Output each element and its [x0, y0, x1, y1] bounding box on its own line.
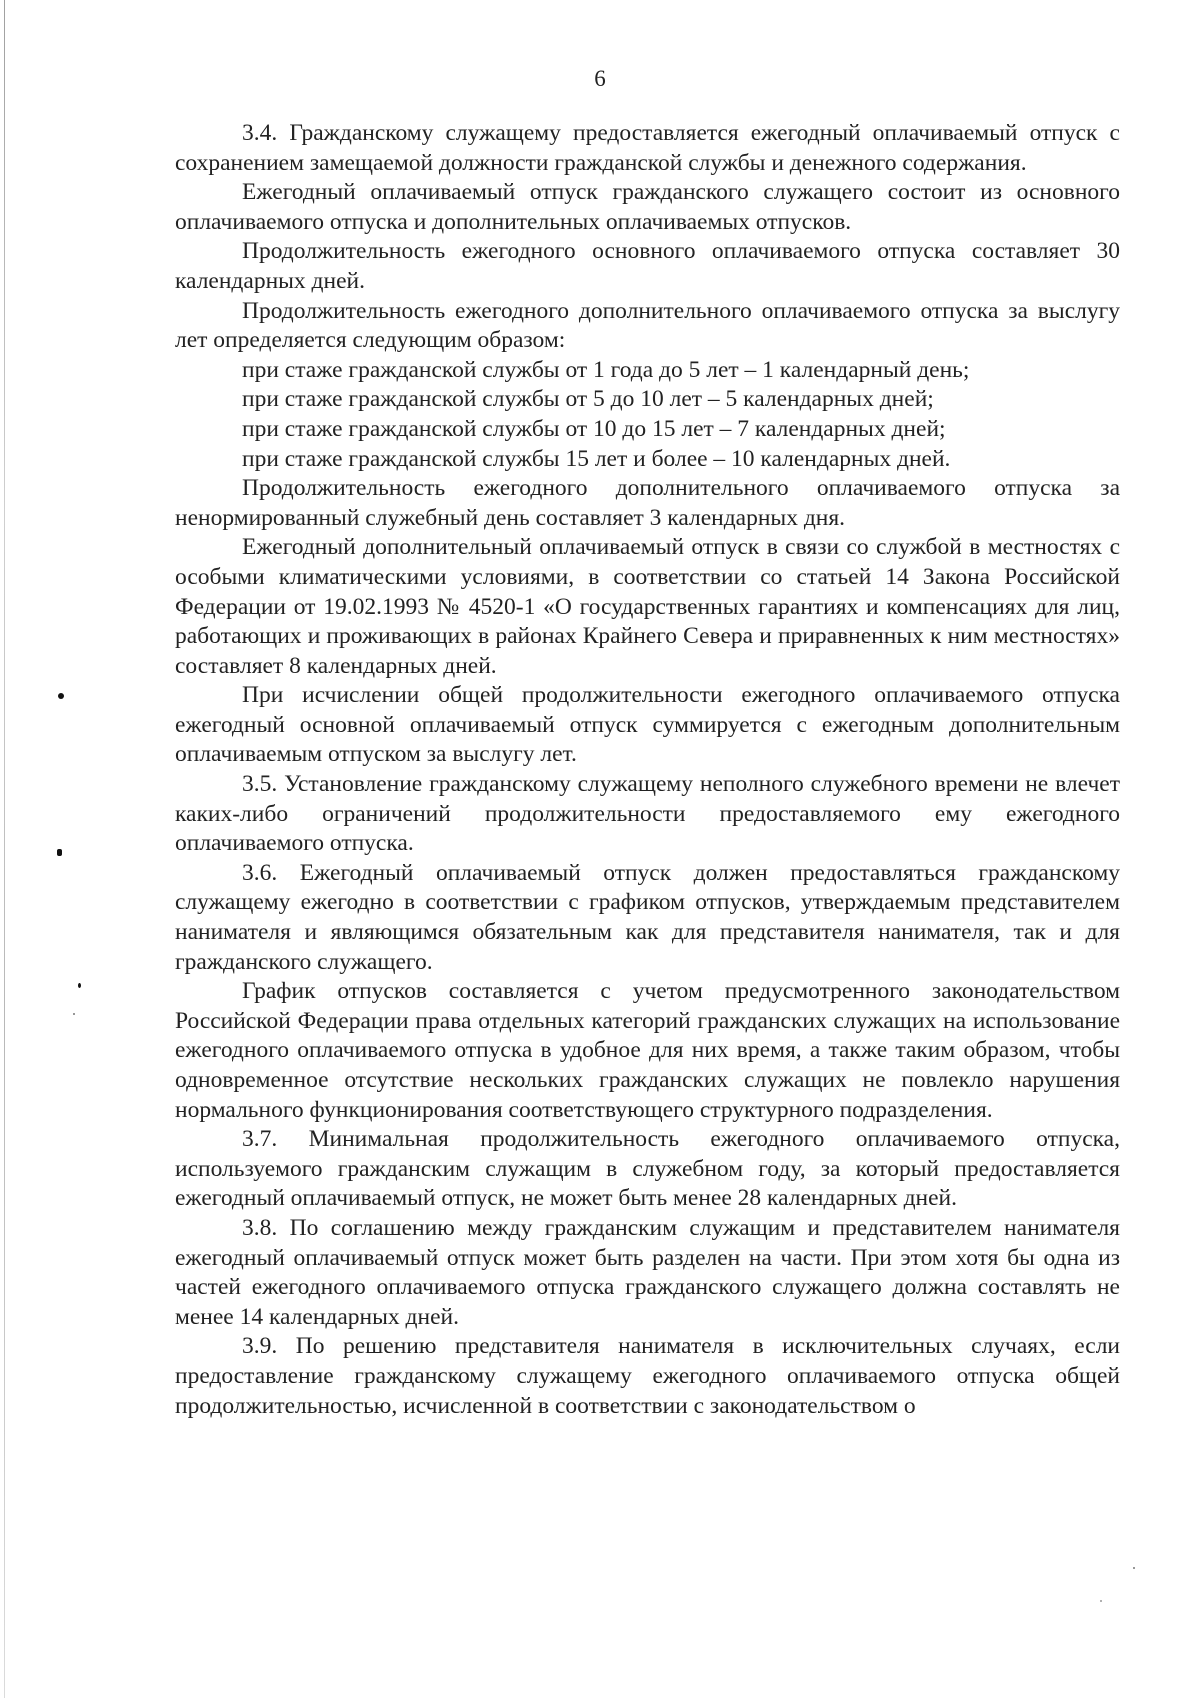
scan-speck [57, 849, 62, 856]
paragraph-seniority-leave: Продолжительность ежегодного дополнительного оплачиваемого отпуска за выслугу лет определяется следующим образом: [175, 297, 1120, 354]
scan-speck [1100, 1600, 1102, 1602]
list-item: при стаже гражданской службы от 1 года до 5 лет – 1 календарный день; [242, 356, 970, 383]
page-number: 6 [594, 66, 606, 91]
paragraph-leave-schedule: График отпусков составляется с учетом предусмотренного законодательством Российской Федерации права отдельных категорий гражданских служащих на использование ежегодного оплачиваемого отпуска в удобное для них время, а также таким образом, чтобы одновременное отсутствие нескольких гражданских служащих не повлекло нарушения нормального функционирования соответствующего структурного подразделения. [175, 978, 1120, 1123]
scan-speck [78, 983, 81, 988]
scan-speck [1133, 1567, 1135, 1569]
paragraph-3-4: 3.4. Гражданскому служащему предоставляется ежегодный оплачиваемый отпуск с сохранением замещаемой должности гражданской службы и денежного содержания. [175, 120, 1120, 176]
scan-speck [58, 693, 64, 699]
list-item: при стаже гражданской службы от 10 до 15 лет – 7 календарных дней; [242, 415, 946, 442]
list-item: при стаже гражданской службы 15 лет и более – 10 календарных дней. [242, 445, 951, 472]
paragraph-climate-leave: Ежегодный дополнительный оплачиваемый отпуск в связи со службой в местностях с особыми климатическими условиями, в соответствии со статьей 14 Закона Российской Федерации от 19.02.1993 № 4520-1 «О государственных гарантиях и компенсациях для лиц, работающих и проживающих в районах Крайнего Севера и приравненных к ним местностях» составляет 8 календарных дней. [175, 534, 1120, 679]
scan-edge [4, 0, 5, 1698]
paragraph-main-leave-duration: Продолжительность ежегодного основного оплачиваемого отпуска составляет 30 календарных дней. [175, 238, 1120, 294]
paragraph-3-7: 3.7. Минимальная продолжительность ежегодного оплачиваемого отпуска, используемого гражданским служащим в служебном году, за который предоставляется ежегодный оплачиваемый отпуск, не может быть менее 28 календарных дней. [175, 1126, 1120, 1212]
document-body [175, 119, 1120, 1421]
paragraph-3-9: 3.9. По решению представителя нанимателя в исключительных случаях, если предоставление гражданскому служащему ежегодного оплачиваемого отпуска общей продолжительностью, исчисленной в соответствии с законодательством о [175, 1333, 1120, 1419]
paragraph-annual-leave-composition: Ежегодный оплачиваемый отпуск гражданского служащего состоит из основного оплачиваемого отпуска и дополнительных оплачиваемых отпусков. [175, 179, 1120, 235]
list-item: при стаже гражданской службы от 5 до 10 лет – 5 календарных дней; [242, 386, 934, 413]
scan-speck [73, 1013, 75, 1015]
paragraph-3-5: 3.5. Установление гражданскому служащему неполного служебного времени не влечет каких-либо ограничений продолжительности предоставляемого ему ежегодного оплачиваемого отпуска. [175, 771, 1120, 857]
paragraph-3-8: 3.8. По соглашению между гражданским служащим и представителем нанимателя ежегодный оплачиваемый отпуск может быть разделен на части. При этом хотя бы одна из частей ежегодного оплачиваемого отпуска гражданского служащего должна составлять не менее 14 календарных дней. [175, 1214, 1120, 1330]
paragraph-irregular-day-leave: Продолжительность ежегодного дополнительного оплачиваемого отпуска за ненормированный служебный день составляет 3 календарных дня. [175, 475, 1120, 531]
paragraph-3-6: 3.6. Ежегодный оплачиваемый отпуск должен предоставляться гражданскому служащему ежегодно в соответствии с графиком отпусков, утверждаемым представителем нанимателя и являющимся обязательным как для представителя нанимателя, так и для гражданского служащего. [175, 859, 1120, 975]
paragraph-total-leave-calculation: При исчислении общей продолжительности ежегодного оплачиваемого отпуска ежегодный основной оплачиваемый отпуск суммируется с ежегодным дополнительным оплачиваемым отпуском за выслугу лет. [175, 682, 1120, 768]
